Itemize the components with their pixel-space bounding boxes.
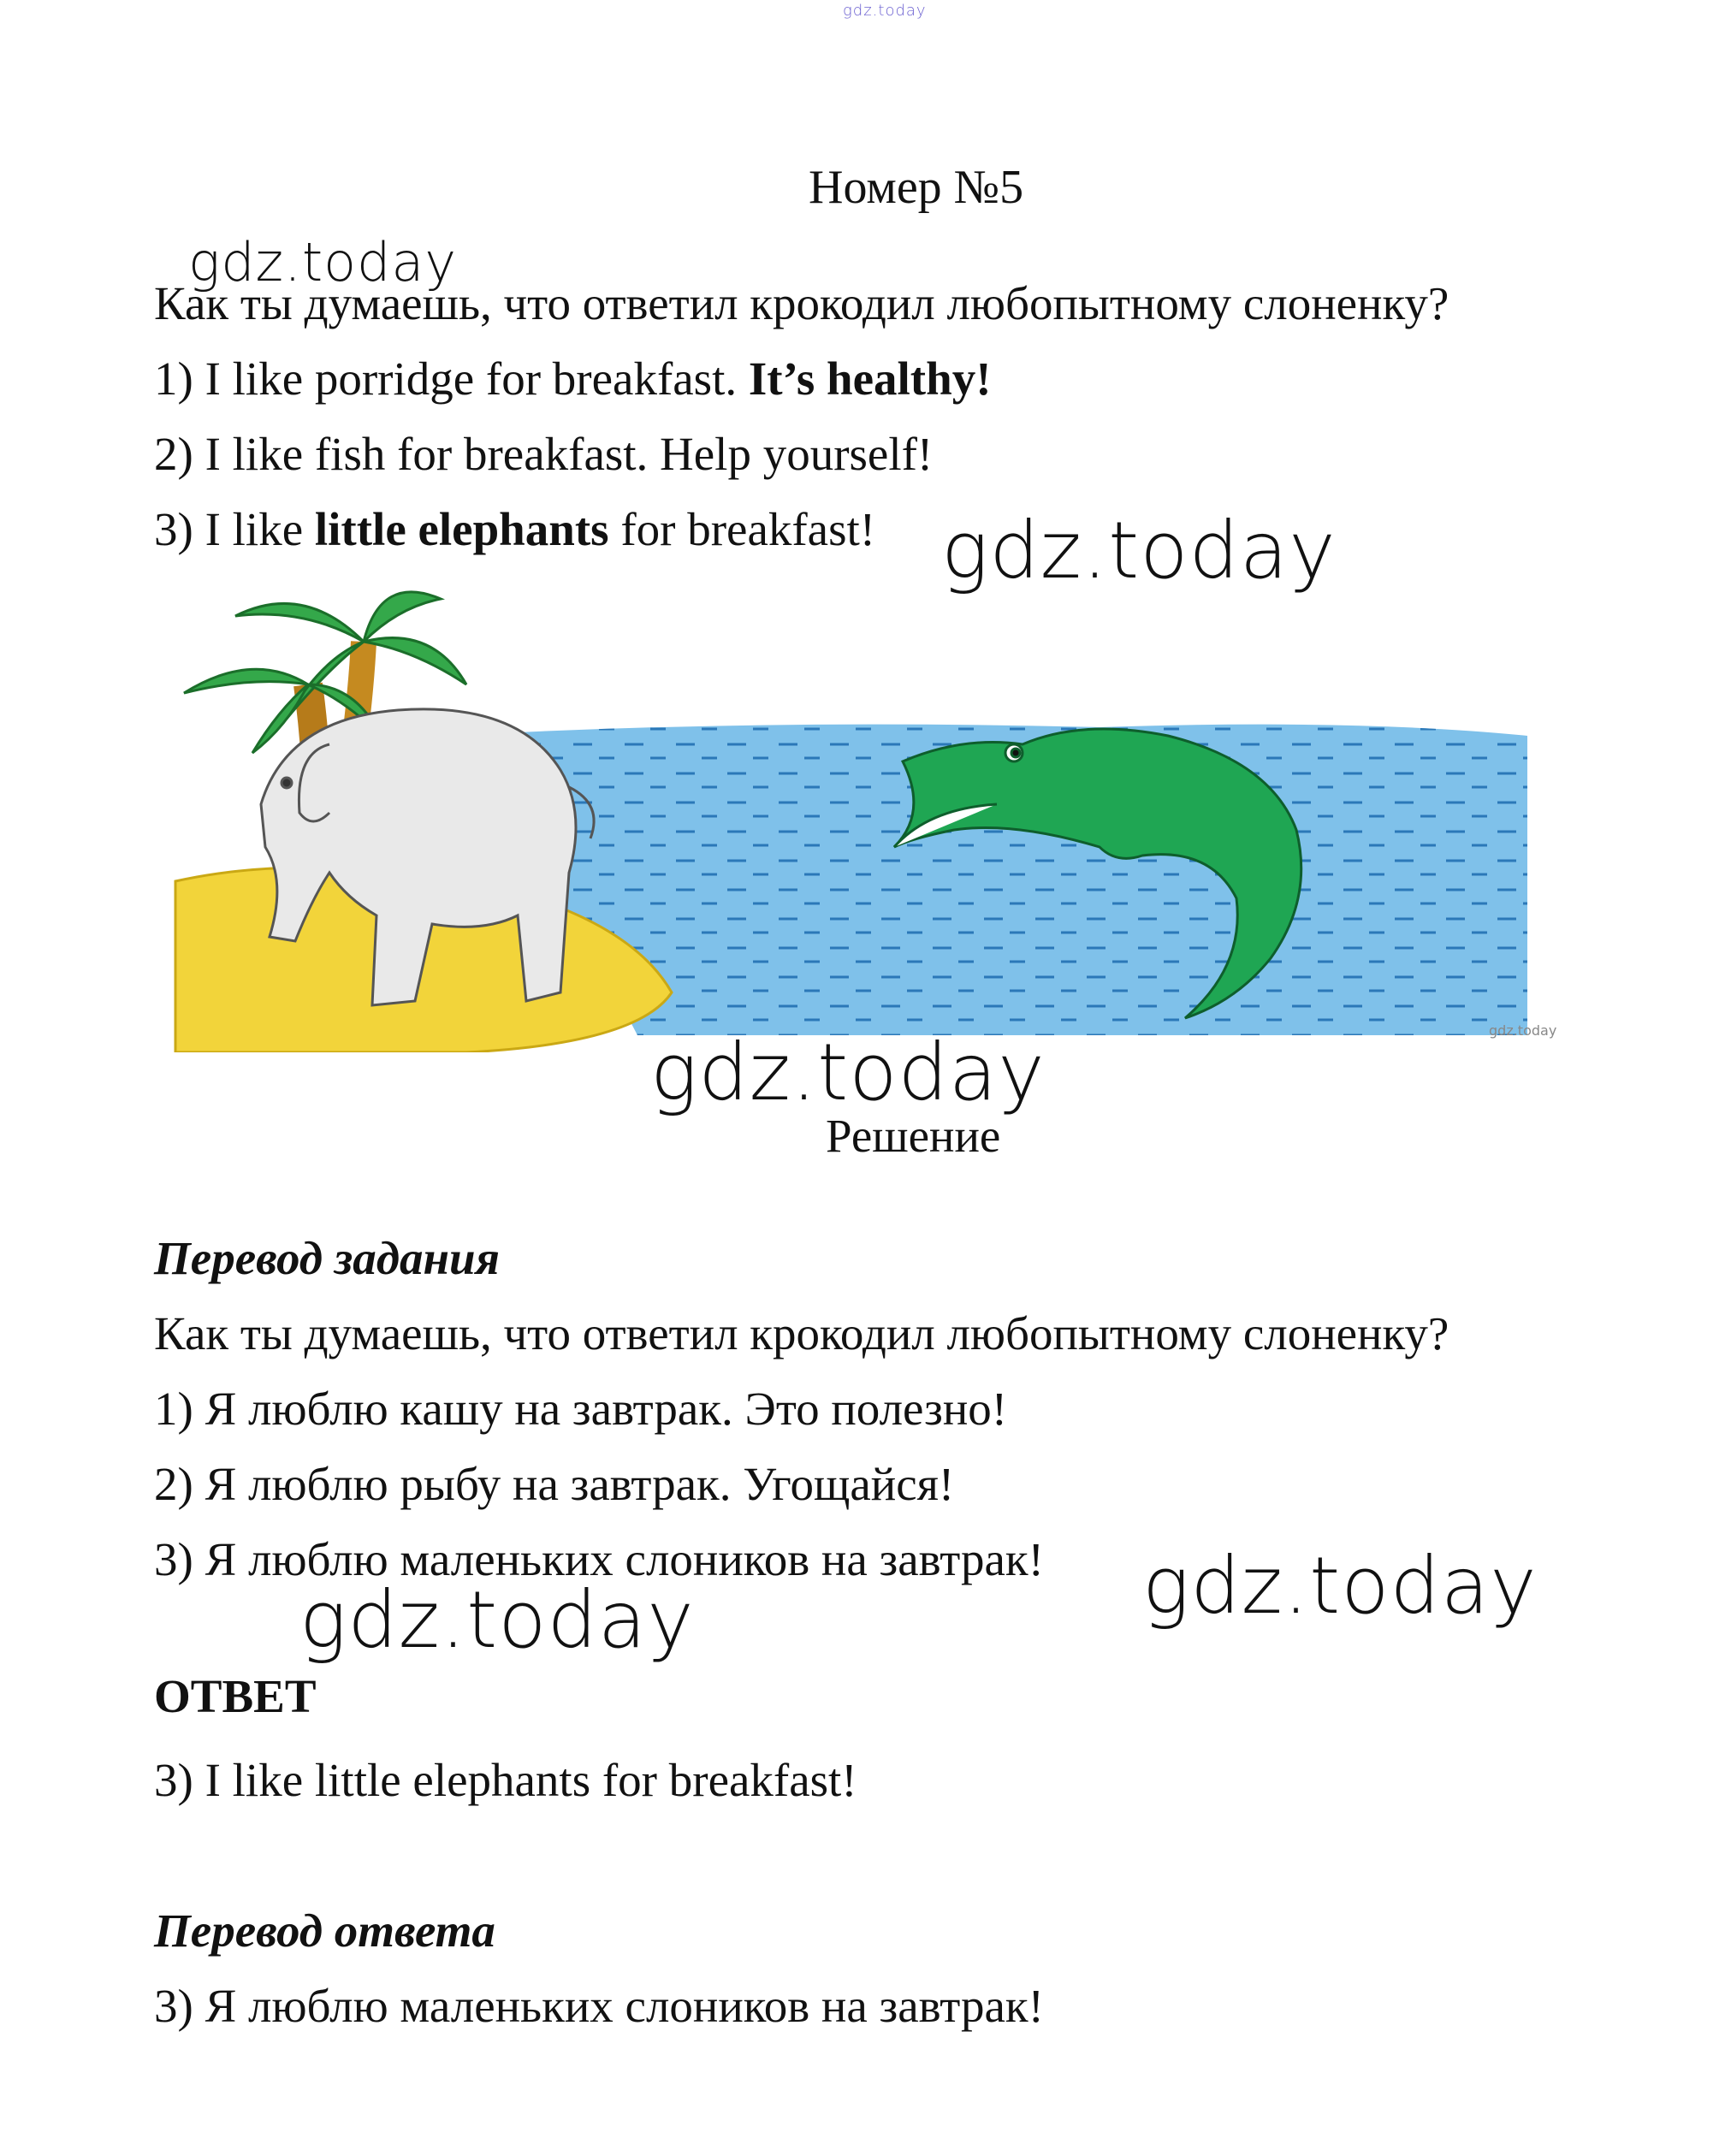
watermark: gdz.today: [650, 1027, 1046, 1118]
option-3-bold: little elephants: [314, 503, 609, 555]
translation-task-heading: Перевод задания: [154, 1232, 500, 1284]
elephant-crocodile-illustration: [158, 590, 1562, 1052]
translation-answer-heading: Перевод ответа: [154, 1904, 495, 1957]
page-title: Номер №5: [809, 161, 1024, 214]
translation-item: 3) Я люблю маленьких слоников на завтрак!: [154, 1533, 1044, 1585]
question-text: Как ты думаешь, что ответил крокодил любопытному слоненку?: [154, 277, 1449, 329]
option-3-text-a: 3) I like: [154, 503, 315, 555]
answer-text: 3) I like little elephants for breakfast!: [154, 1754, 857, 1806]
top-watermark: gdz.today: [843, 2, 927, 20]
option-1: [154, 351, 992, 407]
watermark: gdz.today: [1142, 1540, 1538, 1632]
translation-item: 1) Я люблю кашу на завтрак. Это полезно!: [154, 1383, 1008, 1435]
option-1-bold: It’s healthy!: [748, 352, 992, 405]
option-3-text-c: for breakfast!: [608, 503, 876, 555]
option-1-text: 1) I like porridge for breakfast.: [154, 352, 749, 405]
solution-heading: Решение: [826, 1110, 1001, 1162]
answer-heading: ОТВЕТ: [154, 1670, 317, 1722]
picture-watermark: gdz.today: [1489, 1022, 1557, 1039]
watermark: gdz.today: [941, 505, 1337, 596]
translation-question: Как ты думаешь, что ответил крокодил любопытному слоненку?: [154, 1307, 1449, 1359]
watermark: gdz.today: [299, 1574, 695, 1666]
watermark: gdz.today: [188, 231, 458, 293]
option-3: [154, 501, 875, 558]
option-2: 2) I like fish for breakfast. Help yourself!: [154, 428, 934, 480]
translation-answer-text: 3) Я люблю маленьких слоников на завтрак!: [154, 1980, 1044, 2032]
translation-item: 2) Я люблю рыбу на завтрак. Угощайся!: [154, 1458, 955, 1510]
